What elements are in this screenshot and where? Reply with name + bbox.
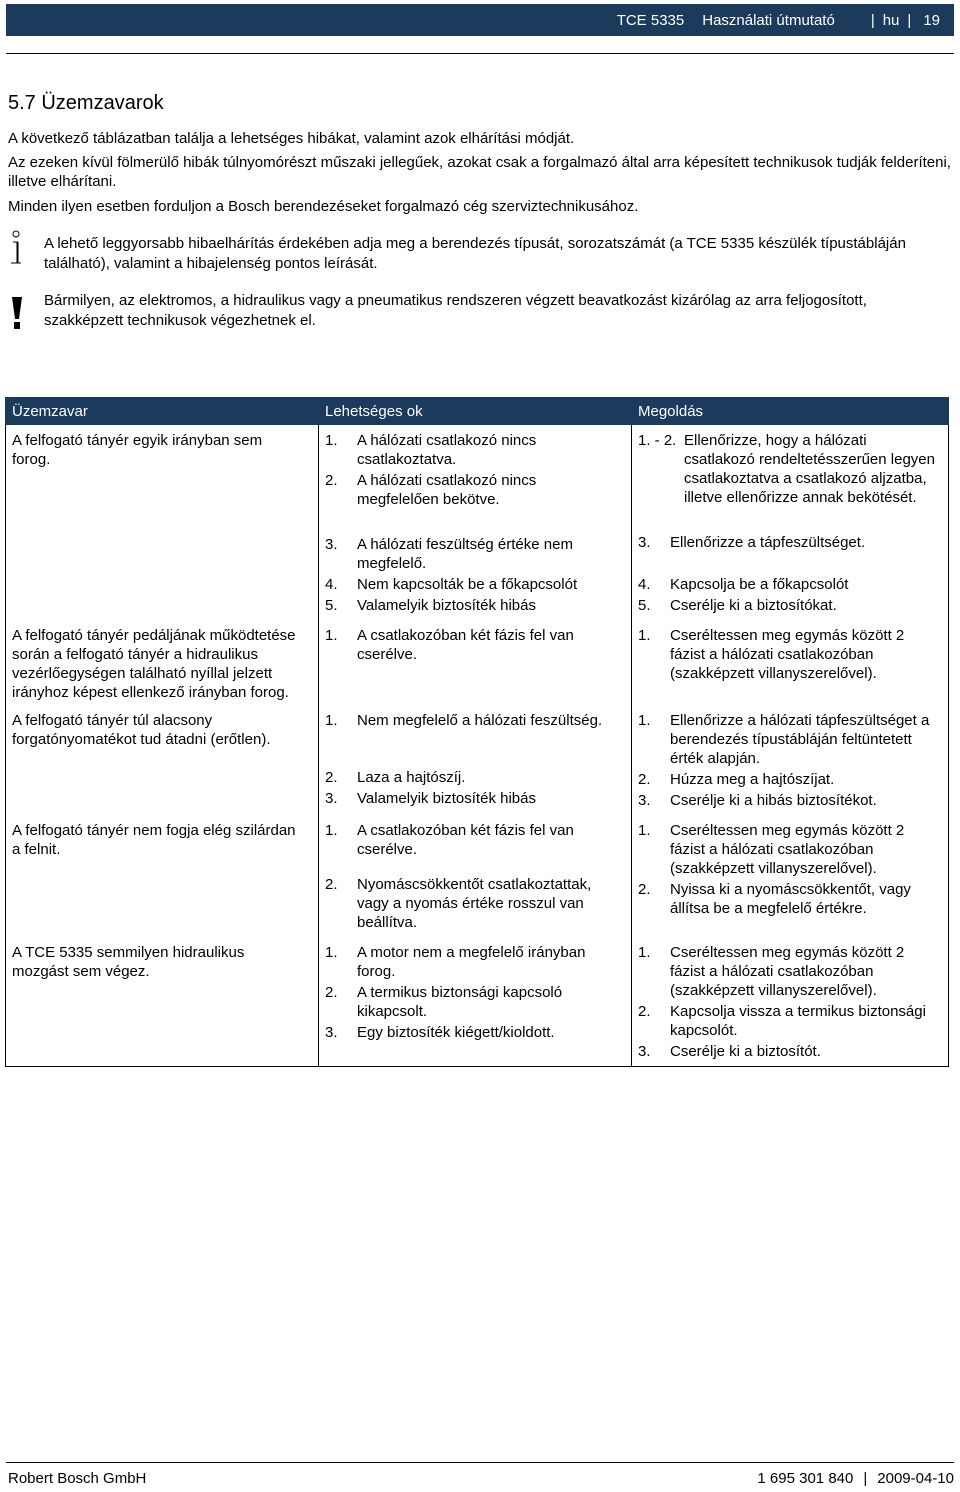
list-item: 3. Ellenőrizze a tápfeszültséget.	[638, 534, 866, 551]
table-header-row	[6, 398, 949, 425]
header-divider	[6, 53, 954, 54]
section-title: 5.7 Üzemzavarok	[8, 92, 164, 114]
footer-date: 2009-04-10	[877, 1470, 954, 1487]
footer-company: Robert Bosch GmbH	[8, 1470, 147, 1487]
fault-text: A TCE 5335 semmilyen hidraulikus mozgást sem végez.	[12, 944, 245, 980]
list-item: 4. Nem kapcsolták be a főkapcsolót	[325, 576, 578, 593]
list-item: 3. Cserélje ki a hibás biztosítékot.	[638, 792, 877, 809]
fault-text: A felfogató tányér nem fogja elég szilárdan a felnit.	[12, 822, 296, 858]
fault-text: A felfogató tányér túl alacsony forgatónyomatékot tud átadni (erőtlen).	[12, 712, 271, 748]
table-row	[6, 937, 949, 1067]
list-item: 4. Kapcsolja be a főkapcsolót	[638, 576, 849, 593]
intro-paragraph-2: Az ezeken kívül fölmerülő hibák túlnyomórészt műszaki jellegűek, azokat csak a forgalmazó által arra képesített technikusok tudják felderíteni, illetve elhárítani.	[8, 154, 951, 190]
exclamation-icon	[11, 296, 23, 330]
list-item: 1. A csatlakozóban két fázis fel van cserélve.	[325, 822, 574, 858]
footer-divider	[6, 1462, 954, 1463]
list-item: 3. Valamelyik biztosíték hibás	[325, 790, 536, 807]
list-item: 1. A hálózati csatlakozó nincs csatlakoztatva.	[325, 432, 537, 468]
info-note: A lehető leggyorsabb hibaelhárítás érdekében adja meg a berendezés típusát, sorozatszámát (a TCE 5335 készülék típustábláján található), valamint a hibajelenség pontos leírását.	[44, 235, 906, 272]
table-row	[6, 620, 949, 705]
list-item: 2. Nyomáscsökkentőt csatlakoztattak, vagy a nyomás értéke rosszul van beállítva.	[325, 876, 592, 931]
list-item: 1. A motor nem a megfelelő irányban forog.	[325, 944, 586, 980]
list-item: 3. A hálózati feszültség értéke nem megfelelő.	[325, 536, 573, 572]
column-header-fault: Üzemzavar	[6, 398, 319, 425]
footer-doc-info: 1 695 301 840 | 2009-04-10	[757, 1470, 954, 1487]
doc-code: TCE 5335	[616, 11, 685, 29]
list-item: 1. - 2. Ellenőrizze, hogy a hálózati csatlakozó rendeltetésszerűen legyen csatlakoztatva a csatlakozó aljzatba, illetve ellenőrizze annak bekötését.	[638, 432, 935, 506]
page-number: 19	[923, 11, 940, 29]
intro-paragraph-1: A következő táblázatban találja a lehetséges hibákat, valamint azok elhárítási módját.	[8, 130, 575, 147]
list-item: 2. Nyissa ki a nyomáscsökkentőt, vagy állítsa be a megfelelő értékre.	[638, 881, 911, 917]
list-item: 1. Ellenőrizze a hálózati tápfeszültséget a berendezés típustábláján feltüntetett érték alapján.	[638, 712, 930, 767]
list-item: 2. Húzza meg a hajtószíjat.	[638, 771, 835, 788]
list-item: 3. Cserélje ki a biztosítót.	[638, 1043, 821, 1060]
list-item: 1. A csatlakozóban két fázis fel van cserélve.	[325, 627, 574, 663]
language-code: hu	[882, 11, 900, 29]
list-item: 3. Egy biztosíték kiégett/kioldott.	[325, 1024, 555, 1041]
doc-title: Használati útmutató	[702, 11, 835, 29]
list-item: 2. Laza a hajtószíj.	[325, 769, 466, 786]
fault-text: A felfogató tányér egyik irányban sem forog.	[12, 432, 263, 468]
list-item: 2. A hálózati csatlakozó nincs megfelelően bekötve.	[325, 472, 537, 508]
footer-doc-number: 1 695 301 840	[757, 1470, 854, 1487]
table-row	[6, 425, 949, 621]
list-item: 1. Nem megfelelő a hálózati feszültség.	[325, 712, 603, 729]
troubleshooting-table	[5, 397, 949, 1067]
intro-paragraph-3: Minden ilyen esetben forduljon a Bosch berendezéseket forgalmazó cég szerviztechnikusához.	[8, 198, 639, 215]
table-row	[6, 815, 949, 937]
list-item: 2. A termikus biztonsági kapcsoló kikapcsolt.	[325, 984, 563, 1020]
list-item: 1. Cseréltessen meg egymás között 2 fázist a hálózati csatlakozóban (szakképzett villanyszerelővel).	[638, 627, 905, 682]
info-icon	[9, 230, 23, 268]
list-item: 5. Valamelyik biztosíték hibás	[325, 597, 536, 614]
list-item: 5. Cserélje ki a biztosítókat.	[638, 597, 837, 614]
list-item: 1. Cseréltessen meg egymás között 2 fázist a hálózati csatlakozóban (szakképzett villanyszerelővel).	[638, 944, 905, 999]
fault-text: A felfogató tányér pedáljának működtetése során a felfogató tányér a hidraulikus vezérlőegységen található nyíllal jelzett irányhoz képest ellenkező irányban forog.	[12, 627, 296, 701]
table-row	[6, 705, 949, 815]
page-header: TCE 5335 Használati útmutató | hu | 19	[6, 4, 954, 36]
list-item: 2. Kapcsolja vissza a termikus biztonsági kapcsolót.	[638, 1003, 926, 1039]
column-header-solution: Megoldás	[632, 398, 949, 425]
list-item: 1. Cseréltessen meg egymás között 2 fázist a hálózati csatlakozóban (szakképzett villanyszerelővel).	[638, 822, 905, 877]
warning-note: Bármilyen, az elektromos, a hidraulikus vagy a pneumatikus rendszeren végzett beavatkozást kizárólag az arra feljogosított, szakképzett technikusok végezhetnek el.	[44, 292, 867, 329]
column-header-cause: Lehetséges ok	[319, 398, 632, 425]
